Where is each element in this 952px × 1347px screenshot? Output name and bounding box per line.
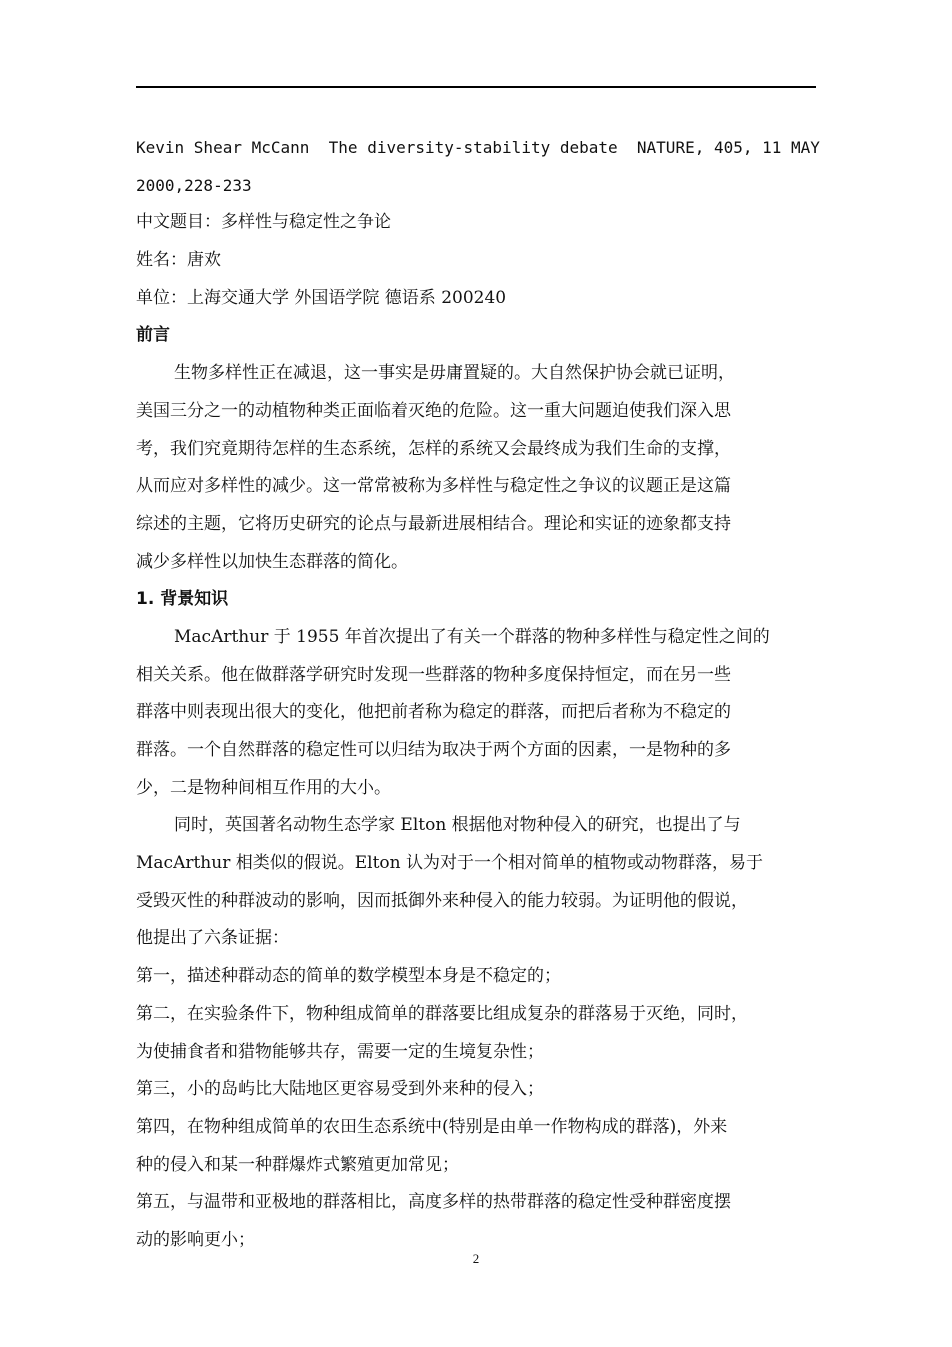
- citation-line-1: Kevin Shear McCann The diversity-stability debate NATURE, 405, 11 MAY: [136, 138, 820, 157]
- paragraph-line: 综述的主题，它将历史研究的论点与最新进展相结合。理论和实证的迹象都支持: [136, 513, 731, 534]
- paragraph-line: 生物多样性正在减退，这一事实是毋庸置疑的。大自然保护协会就已证明，: [174, 363, 735, 384]
- evidence-line: 种的侵入和某一种群爆炸式繁殖更加常见；: [136, 1154, 459, 1175]
- paragraph-line: MacArthur 于 1955 年首次提出了有关一个群落的物种多样性与稳定性之间的: [174, 626, 770, 647]
- paragraph-line: 少，二是物种间相互作用的大小。: [136, 777, 391, 798]
- evidence-line: 第二，在实验条件下，物种组成简单的群落要比组成复杂的群落易于灭绝，同时，: [136, 1003, 748, 1024]
- paragraph-line: 群落中则表现出很大的变化，他把前者称为稳定的群落，而把后者称为不稳定的: [136, 702, 731, 723]
- section-heading: 1. 背景知识: [136, 589, 229, 610]
- affiliation: 单位：上海交通大学 外国语学院 德语系 200240: [136, 287, 507, 308]
- header-rule: [136, 86, 816, 88]
- paragraph-line: 考，我们究竟期待怎样的生态系统，怎样的系统又会最终成为我们生命的支撑，: [136, 438, 731, 459]
- paragraph-line: 同时，英国著名动物生态学家 Elton 根据他对物种侵入的研究，也提出了与: [174, 815, 741, 836]
- evidence-line: 第四，在物种组成简单的农田生态系统中(特别是由单一作物构成的群落)，外来: [136, 1116, 728, 1137]
- citation-line-2: 2000,228-233: [136, 175, 252, 195]
- preface-heading: 前言: [136, 325, 170, 346]
- paragraph-line: MacArthur 相类似的假说。Elton 认为对于一个相对简单的植物或动物群落，易于: [136, 853, 763, 874]
- paragraph-line: 相关关系。他在做群落学研究时发现一些群落的物种多度保持恒定，而在另一些: [136, 664, 731, 685]
- evidence-line: 第三，小的岛屿比大陆地区更容易受到外来种的侵入；: [136, 1079, 544, 1100]
- paragraph-line: 美国三分之一的动植物种类正面临着灭绝的危险。这一重大问题迫使我们深入思: [136, 400, 731, 421]
- evidence-line: 动的影响更小；: [136, 1229, 255, 1250]
- author-name: 姓名：唐欢: [136, 250, 221, 271]
- paragraph-line: 受毁灭性的种群波动的影响，因而抵御外来种侵入的能力较弱。为证明他的假说，: [136, 890, 748, 911]
- page-number: 2: [472, 1251, 480, 1266]
- paragraph-line: 从而应对多样性的减少。这一常常被称为多样性与稳定性之争议的议题正是这篇: [136, 476, 731, 497]
- evidence-line: 第五，与温带和亚极地的群落相比，高度多样的热带群落的稳定性受种群密度摆: [136, 1192, 731, 1213]
- document-body: [136, 129, 820, 1260]
- chinese-title: 中文题目：多样性与稳定性之争论: [136, 212, 391, 233]
- paragraph-line: 他提出了六条证据：: [136, 928, 289, 949]
- paragraph-line: 群落。一个自然群落的稳定性可以归结为取决于两个方面的因素，一是物种的多: [136, 740, 731, 760]
- paragraph-line: 减少多样性以加快生态群落的简化。: [136, 551, 408, 572]
- evidence-line: 为使捕食者和猎物能够共存，需要一定的生境复杂性；: [136, 1041, 544, 1062]
- evidence-line: 第一，描述种群动态的简单的数学模型本身是不稳定的；: [136, 966, 561, 987]
